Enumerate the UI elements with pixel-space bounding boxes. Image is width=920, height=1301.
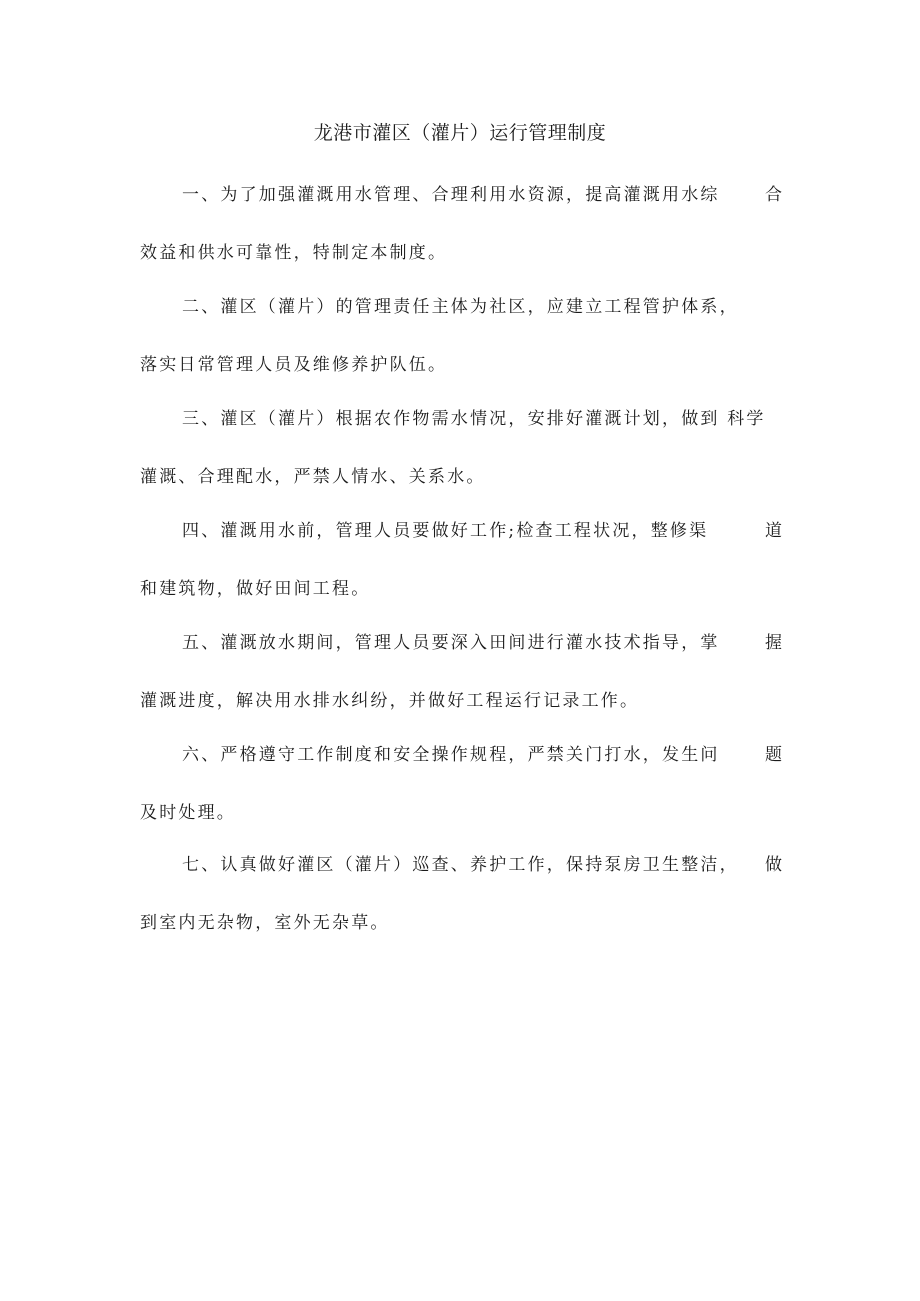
- clause-line: 到室内无杂物，室外无杂草。: [140, 913, 390, 933]
- clause-text: 三、灌区（灌片）根据农作物需水情况，安排好灌溉计划，做到 科学: [182, 409, 766, 429]
- clause-5: [140, 628, 782, 712]
- clause-2: [140, 292, 782, 376]
- clause-text: 五、灌溉放水期间，管理人员要深入田间进行灌水技术指导，掌: [182, 633, 720, 653]
- clause-text: 四、灌溉用水前，管理人员要做好工作;检查工程状况，整修渠: [182, 521, 709, 541]
- clause-6: [140, 740, 782, 824]
- clause-line: 效益和供水可靠性，特制定本制度。: [140, 243, 448, 263]
- clause-line: [140, 740, 782, 766]
- clause-line-end: 合: [765, 185, 782, 205]
- clause-1: [140, 180, 782, 264]
- clause-line: 及时处理。: [140, 803, 236, 823]
- clause-line: [140, 292, 782, 318]
- clause-text: 七、认真做好灌区（灌片）巡查、养护工作，保持泵房卫生整洁，: [182, 855, 739, 875]
- clause-line: 和建筑物，做好田间工程。: [140, 579, 371, 599]
- clause-line: 落实日常管理人员及维修养护队伍。: [140, 355, 448, 375]
- clause-3: [140, 404, 782, 488]
- clause-line: 灌溉、合理配水，严禁人情水、关系水。: [140, 467, 486, 487]
- clause-text: 六、严格遵守工作制度和安全操作规程，严禁关门打水，发生问: [182, 745, 720, 765]
- clause-line: [140, 180, 782, 206]
- clause-line-end: 握: [765, 633, 782, 653]
- clause-text: 二、灌区（灌片）的管理责任主体为社区，应建立工程管护体系，: [182, 297, 739, 317]
- clause-line-end: 做: [765, 855, 782, 875]
- clause-line: [140, 628, 782, 654]
- clause-line: [140, 850, 782, 876]
- clause-4: [140, 516, 782, 600]
- clause-line: [140, 404, 782, 430]
- clause-line: [140, 516, 782, 542]
- clause-7: [140, 850, 782, 934]
- document-title: 龙港市灌区（灌片）运行管理制度: [313, 122, 607, 144]
- clause-line-end: 道: [765, 521, 782, 541]
- clause-line-end: 题: [765, 745, 782, 765]
- clause-line: 灌溉进度，解决用水排水纠纷，并做好工程运行记录工作。: [140, 691, 640, 711]
- clause-text: 一、为了加强灌溉用水管理、合理利用水资源，提高灌溉用水综: [182, 185, 720, 205]
